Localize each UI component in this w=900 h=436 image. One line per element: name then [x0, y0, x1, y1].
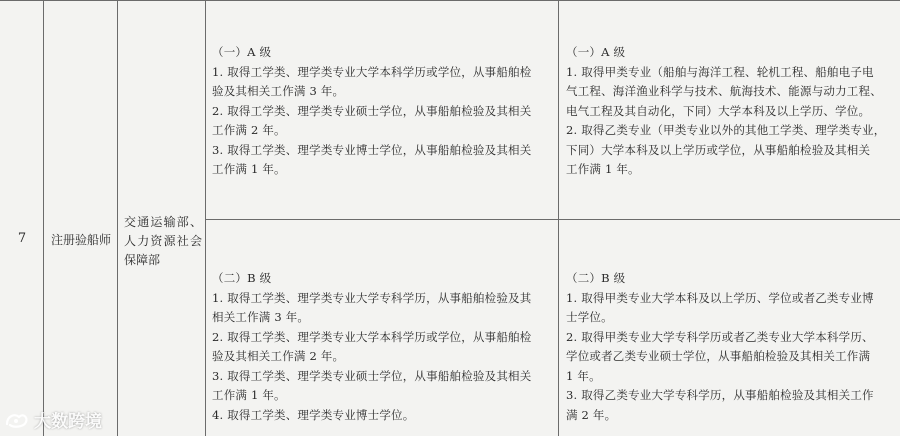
requirement-line: 4. 取得工学类、理学类专业博士学位。 [212, 407, 415, 422]
requirement-line: 2. 取得乙类专业（甲类专业以外的其他工学类、理学类专业， [566, 123, 886, 137]
level-title: （一）A 级 [566, 45, 626, 59]
requirement-line: 学位或者乙类专业硕士学位，从事船舶检验及其相关工作满 [566, 349, 871, 363]
requirement-line: 1 年。 [566, 368, 601, 383]
level-title: （一）A 级 [212, 45, 272, 59]
requirement-line: 满 2 年。 [566, 407, 617, 422]
watermark [4, 407, 102, 432]
number-column [0, 1, 44, 436]
requirement-line: 工作满 1 年。 [566, 162, 640, 176]
requirement-line: 2. 取得工学类、理学类专业硕士学位，从事船舶检验及其相关 [212, 103, 532, 118]
level-title: （二）B 级 [212, 271, 272, 285]
name-column [44, 1, 118, 436]
requirement-line: 3. 取得乙类专业大学专科学历，从事船舶检验及其相关工作 [566, 388, 874, 402]
level-divider [206, 219, 900, 220]
requirement-line: 3. 取得工学类、理学类专业博士学位，从事船舶检验及其相关 [212, 142, 532, 157]
qualification-name: 注册验船师 [50, 233, 111, 247]
right-b-level-block [566, 269, 894, 425]
requirement-line: 2. 取得甲类专业大学专科学历或者乙类专业大学本科学历、 [566, 329, 874, 344]
requirement-line: 相关工作满 3 年。 [212, 310, 310, 324]
requirement-line: 3. 取得工学类、理学类专业硕士学位，从事船舶检验及其相关 [212, 368, 532, 383]
requirement-line: 1. 取得甲类专业（船舶与海洋工程、轮机工程、船舶电子电 [566, 64, 874, 79]
requirement-line: 工作满 1 年。 [212, 388, 286, 402]
right-a-level-block [566, 43, 894, 180]
requirement-line: 1. 取得工学类、理学类专业大学本科学历或学位，从事船舶检 [212, 64, 532, 79]
row-number: 7 [17, 231, 27, 246]
requirement-line: 1. 取得工学类、理学类专业大学专科学历，从事船舶检验及其 [212, 290, 532, 305]
brand-logo-icon [4, 410, 30, 430]
left-a-level-block [212, 43, 552, 180]
left-b-level-block [212, 269, 552, 425]
requirement-line: 气工程、海洋渔业科学与技术、航海技术、能源与动力工程、 [566, 84, 882, 98]
requirement-line: 下同）大学本科及以上学历或学位，从事船舶检验及其相关 [566, 142, 871, 157]
requirement-line: 工作满 1 年。 [212, 162, 286, 176]
watermark-text: 大数跨境 [34, 412, 102, 432]
requirement-line: 1. 取得甲类专业大学本科及以上学历、学位或者乙类专业博 [566, 290, 874, 305]
requirement-line: 电气工程及其自动化，下同）大学本科及以上学历、学位。 [566, 103, 871, 118]
requirement-line: 验及其相关工作满 3 年。 [212, 84, 345, 98]
requirement-line: 士学位。 [566, 310, 613, 324]
issuing-department: 交通运输部、人力资源社会保障部 [124, 215, 202, 267]
requirement-line: 2. 取得工学类、理学类专业大学本科学历或学位，从事船舶检 [212, 329, 532, 344]
level-title: （二）B 级 [566, 271, 626, 285]
requirement-line: 工作满 2 年。 [212, 123, 286, 137]
requirement-line: 验及其相关工作满 2 年。 [212, 349, 345, 363]
